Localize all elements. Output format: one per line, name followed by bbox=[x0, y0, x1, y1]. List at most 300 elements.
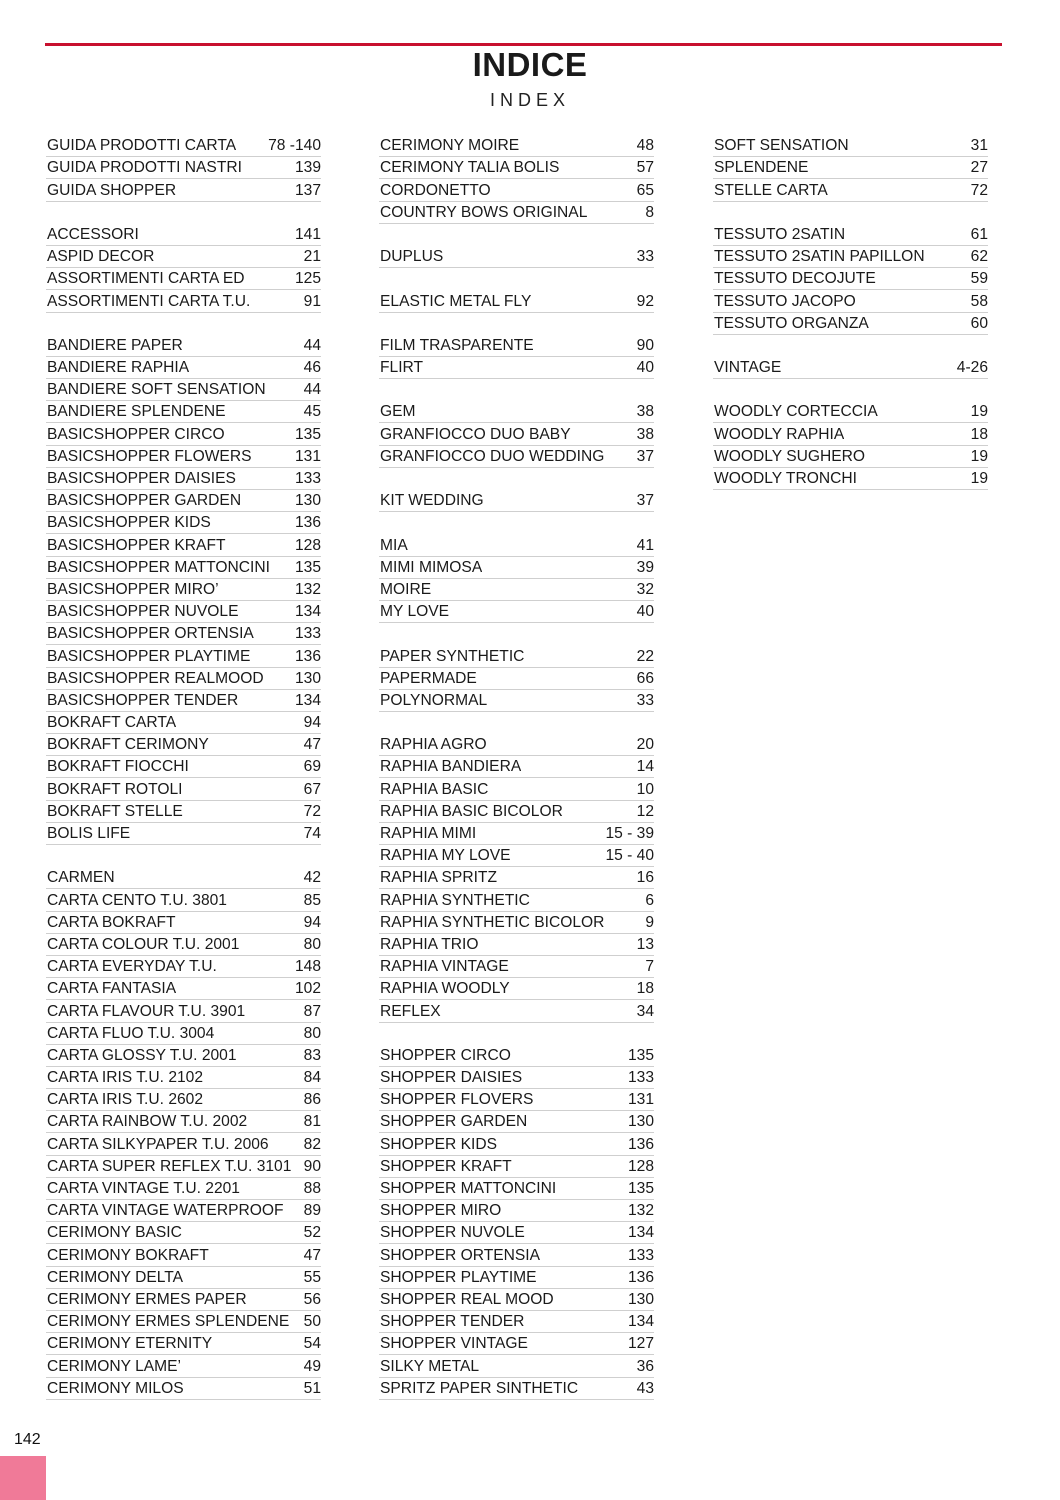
entry-page: 69 bbox=[303, 758, 321, 776]
entry-name: CARTA IRIS T.U. 2102 bbox=[47, 1069, 204, 1087]
entry-name: BOKRAFT CARTA bbox=[47, 714, 177, 732]
entry-name: SHOPPER ORTENSIA bbox=[380, 1246, 541, 1264]
index-entry bbox=[379, 1090, 654, 1111]
entry-page: 67 bbox=[303, 780, 321, 798]
entry-page: 9 bbox=[645, 913, 654, 931]
entry-page: 46 bbox=[303, 359, 321, 377]
entry-page: 18 bbox=[970, 425, 988, 443]
entry-page: 136 bbox=[294, 647, 321, 665]
index-entry bbox=[379, 580, 654, 601]
entry-name: CARTA FLUO T.U. 3004 bbox=[47, 1024, 215, 1042]
entry-page: 15 - 40 bbox=[605, 847, 654, 865]
index-entry bbox=[46, 447, 321, 468]
entry-page: 37 bbox=[636, 447, 654, 465]
index-entry bbox=[46, 247, 321, 268]
entry-page: 10 bbox=[636, 780, 654, 798]
index-column-1 bbox=[46, 136, 321, 1401]
index-entry bbox=[46, 513, 321, 534]
entry-name: RAPHIA BASIC BICOLOR bbox=[380, 802, 563, 820]
entry-page: 60 bbox=[970, 314, 988, 332]
index-entry bbox=[379, 1112, 654, 1133]
entry-name: CARTA FANTASIA bbox=[47, 980, 177, 998]
index-entry bbox=[46, 158, 321, 179]
entry-page: 27 bbox=[970, 159, 988, 177]
entry-name: PAPERMADE bbox=[380, 669, 477, 687]
entry-page: 32 bbox=[636, 580, 654, 598]
entry-page: 59 bbox=[970, 270, 988, 288]
index-entry bbox=[379, 558, 654, 579]
entry-page: 135 bbox=[294, 425, 321, 443]
entry-page: 49 bbox=[303, 1357, 321, 1375]
entry-name: CARMEN bbox=[47, 869, 115, 887]
entry-page: 45 bbox=[303, 403, 321, 421]
index-spacer bbox=[46, 314, 321, 335]
index-spacer bbox=[379, 225, 654, 246]
entry-name: GUIDA PRODOTTI CARTA bbox=[47, 137, 237, 155]
index-spacer bbox=[713, 203, 988, 224]
index-entry bbox=[379, 691, 654, 712]
entry-page: 44 bbox=[303, 381, 321, 399]
entry-page: 148 bbox=[294, 958, 321, 976]
entry-name: SHOPPER REAL MOOD bbox=[380, 1290, 554, 1308]
entry-page: 90 bbox=[636, 336, 654, 354]
entry-page: 57 bbox=[636, 159, 654, 177]
entry-page: 58 bbox=[970, 292, 988, 310]
page-number: 142 bbox=[14, 1431, 41, 1448]
index-entry bbox=[46, 1268, 321, 1289]
index-entry bbox=[379, 180, 654, 201]
entry-page: 55 bbox=[303, 1268, 321, 1286]
entry-name: FLIRT bbox=[380, 359, 424, 377]
entry-name: GUIDA PRODOTTI NASTRI bbox=[47, 159, 242, 177]
entry-name: SHOPPER NUVOLE bbox=[380, 1224, 525, 1242]
entry-name: MIA bbox=[380, 536, 408, 554]
index-column-3 bbox=[713, 136, 988, 491]
index-spacer bbox=[379, 624, 654, 645]
entry-name: BASICSHOPPER FLOWERS bbox=[47, 447, 252, 465]
index-entry bbox=[46, 269, 321, 290]
index-entry bbox=[46, 1112, 321, 1133]
index-entry bbox=[379, 1268, 654, 1289]
entry-page: 134 bbox=[627, 1224, 654, 1242]
entry-page: 52 bbox=[303, 1224, 321, 1242]
index-entry bbox=[379, 646, 654, 667]
index-entry bbox=[46, 1090, 321, 1111]
entry-page: 131 bbox=[627, 1091, 654, 1109]
index-entry bbox=[46, 913, 321, 934]
entry-name: CERIMONY BOKRAFT bbox=[47, 1246, 209, 1264]
entry-name: SHOPPER CIRCO bbox=[380, 1046, 511, 1064]
entry-page: 130 bbox=[294, 492, 321, 510]
entry-name: CARTA CENTO T.U. 3801 bbox=[47, 891, 227, 909]
index-entry bbox=[713, 269, 988, 290]
entry-page: 15 - 39 bbox=[605, 825, 654, 842]
index-entry bbox=[379, 1134, 654, 1155]
entry-page: 83 bbox=[303, 1046, 321, 1064]
index-entry bbox=[713, 402, 988, 423]
entry-name: FILM TRASPARENTE bbox=[380, 336, 534, 354]
entry-page: 47 bbox=[303, 1246, 321, 1264]
index-entry bbox=[713, 247, 988, 268]
index-entry bbox=[379, 957, 654, 978]
entry-page: 91 bbox=[303, 292, 321, 310]
entry-name: SPLENDENE bbox=[714, 159, 809, 177]
entry-page: 65 bbox=[636, 181, 654, 199]
entry-name: BASICSHOPPER NUVOLE bbox=[47, 603, 239, 621]
entry-page: 81 bbox=[303, 1113, 321, 1131]
page-subtitle: INDEX bbox=[489, 90, 570, 110]
entry-name: GRANFIOCCO DUO WEDDING bbox=[380, 447, 605, 465]
index-entry bbox=[713, 424, 988, 445]
entry-name: ASSORTIMENTI CARTA T.U. bbox=[47, 292, 251, 310]
entry-page: 133 bbox=[627, 1246, 654, 1264]
entry-name: CARTA SUPER REFLEX T.U. 3101 bbox=[47, 1157, 292, 1175]
entry-name: RAPHIA SYNTHETIC bbox=[380, 891, 530, 909]
index-entry bbox=[379, 203, 654, 224]
index-entry bbox=[379, 1334, 654, 1355]
entry-page: 51 bbox=[303, 1379, 321, 1397]
index-entry bbox=[46, 713, 321, 734]
index-entry bbox=[379, 979, 654, 1000]
index-entry bbox=[46, 669, 321, 690]
entry-name: WOODLY SUGHERO bbox=[714, 447, 866, 465]
entry-page: 135 bbox=[627, 1180, 654, 1197]
entry-name: RAPHIA AGRO bbox=[380, 736, 487, 754]
entry-page: 133 bbox=[627, 1069, 654, 1087]
entry-page: 41 bbox=[636, 536, 654, 554]
index-entry bbox=[46, 291, 321, 312]
entry-name: GUIDA SHOPPER bbox=[47, 181, 177, 199]
index-entry bbox=[46, 1024, 321, 1045]
index-entry bbox=[379, 735, 654, 756]
entry-name: SHOPPER PLAYTIME bbox=[380, 1268, 537, 1286]
entry-name: BASICSHOPPER MIRO’ bbox=[47, 580, 219, 598]
index-entry bbox=[46, 1179, 321, 1200]
entry-name: DUPLUS bbox=[380, 248, 444, 266]
entry-page: 38 bbox=[636, 425, 654, 443]
entry-page: 80 bbox=[303, 935, 321, 953]
index-entry bbox=[379, 824, 654, 845]
entry-name: GEM bbox=[380, 403, 416, 421]
entry-name: BASICSHOPPER ORTENSIA bbox=[47, 625, 254, 643]
entry-name: BASICSHOPPER MATTONCINI bbox=[47, 558, 270, 576]
entry-page: 82 bbox=[303, 1135, 321, 1153]
entry-name: CARTA VINTAGE T.U. 2201 bbox=[47, 1180, 240, 1197]
entry-name: CORDONETTO bbox=[380, 181, 491, 199]
entry-page: 86 bbox=[303, 1091, 321, 1109]
entry-page: 130 bbox=[294, 669, 321, 687]
entry-name: SOFT SENSATION bbox=[714, 137, 849, 155]
entry-page: 62 bbox=[970, 248, 988, 266]
entry-name: SHOPPER MIRO bbox=[380, 1202, 502, 1220]
entry-name: BASICSHOPPER GARDEN bbox=[47, 492, 242, 510]
entry-page: 74 bbox=[303, 825, 321, 842]
entry-page: 19 bbox=[970, 470, 988, 487]
entry-name: GRANFIOCCO DUO BABY bbox=[380, 425, 571, 443]
entry-page: 89 bbox=[303, 1202, 321, 1220]
index-entry bbox=[379, 1356, 654, 1377]
entry-name: BANDIERE SPLENDENE bbox=[47, 403, 226, 421]
entry-page: 134 bbox=[294, 603, 321, 621]
index-entry bbox=[46, 1312, 321, 1333]
entry-page: 102 bbox=[294, 980, 321, 998]
entry-page: 90 bbox=[303, 1157, 321, 1175]
entry-page: 136 bbox=[294, 514, 321, 532]
entry-page: 43 bbox=[636, 1379, 654, 1397]
entry-page: 132 bbox=[627, 1202, 654, 1220]
entry-page: 37 bbox=[636, 492, 654, 510]
index-entry bbox=[379, 1245, 654, 1266]
entry-name: CERIMONY LAME’ bbox=[47, 1357, 182, 1375]
entry-page: 87 bbox=[303, 1002, 321, 1020]
index-entry bbox=[379, 447, 654, 468]
entry-name: BANDIERE RAPHIA bbox=[47, 359, 190, 377]
entry-page: 34 bbox=[636, 1002, 654, 1020]
entry-page: 94 bbox=[303, 913, 321, 931]
index-entry bbox=[379, 846, 654, 867]
index-entry bbox=[46, 1245, 321, 1266]
index-spacer bbox=[379, 469, 654, 490]
entry-name: BASICSHOPPER PLAYTIME bbox=[47, 647, 251, 665]
index-entry bbox=[379, 336, 654, 357]
entry-name: BOKRAFT ROTOLI bbox=[47, 780, 183, 798]
entry-page: 36 bbox=[636, 1357, 654, 1375]
entry-name: RAPHIA TRIO bbox=[380, 935, 479, 953]
index-entry bbox=[379, 158, 654, 179]
entry-name: MY LOVE bbox=[380, 603, 450, 621]
entry-name: WOODLY RAPHIA bbox=[714, 425, 845, 443]
index-entry bbox=[379, 136, 654, 157]
entry-page: 94 bbox=[303, 714, 321, 732]
entry-name: SHOPPER FLOVERS bbox=[380, 1091, 534, 1109]
index-entry bbox=[46, 868, 321, 889]
entry-page: 130 bbox=[627, 1113, 654, 1131]
index-spacer bbox=[379, 1024, 654, 1045]
index-entry bbox=[46, 1290, 321, 1311]
entry-name: BASICSHOPPER TENDER bbox=[47, 691, 239, 709]
entry-name: COUNTRY BOWS ORIGINAL bbox=[380, 203, 588, 221]
index-entry bbox=[379, 1179, 654, 1200]
index-entry bbox=[713, 469, 988, 490]
index-entry bbox=[46, 624, 321, 645]
entry-page: 4-26 bbox=[956, 359, 988, 377]
index-entry bbox=[46, 225, 321, 246]
entry-page: 78 -140 bbox=[268, 137, 321, 155]
entry-page: 19 bbox=[970, 447, 988, 465]
entry-page: 137 bbox=[294, 181, 321, 199]
entry-name: CARTA IRIS T.U. 2602 bbox=[47, 1091, 204, 1109]
index-entry bbox=[379, 669, 654, 690]
index-entry bbox=[379, 402, 654, 423]
entry-name: CERIMONY ETERNITY bbox=[47, 1335, 213, 1353]
entry-name: PAPER SYNTHETIC bbox=[380, 647, 525, 665]
corner-tab bbox=[0, 1456, 46, 1500]
index-entry bbox=[46, 779, 321, 800]
index-entry bbox=[46, 757, 321, 778]
index-entry bbox=[379, 602, 654, 623]
entry-page: 22 bbox=[636, 647, 654, 665]
index-entry bbox=[713, 447, 988, 468]
entry-page: 128 bbox=[627, 1157, 654, 1175]
entry-name: CARTA GLOSSY T.U. 2001 bbox=[47, 1046, 237, 1064]
entry-name: CERIMONY DELTA bbox=[47, 1268, 184, 1286]
entry-name: ACCESSORI bbox=[47, 225, 139, 243]
index-entry bbox=[46, 890, 321, 911]
entry-name: CERIMONY ERMES PAPER bbox=[47, 1290, 247, 1308]
entry-name: REFLEX bbox=[380, 1002, 441, 1020]
index-entry bbox=[379, 1201, 654, 1222]
entry-name: RAPHIA BANDIERA bbox=[380, 758, 522, 776]
entry-page: 125 bbox=[294, 270, 321, 288]
entry-name: CARTA RAINBOW T.U. 2002 bbox=[47, 1113, 248, 1131]
entry-name: CERIMONY MILOS bbox=[47, 1379, 184, 1397]
entry-name: SHOPPER GARDEN bbox=[380, 1113, 528, 1131]
entry-page: 72 bbox=[303, 802, 321, 820]
entry-page: 50 bbox=[303, 1313, 321, 1331]
index-entry bbox=[379, 935, 654, 956]
entry-page: 133 bbox=[294, 470, 321, 487]
entry-page: 33 bbox=[636, 248, 654, 266]
index-entry bbox=[379, 1379, 654, 1400]
entry-name: CERIMONY BASIC bbox=[47, 1224, 182, 1242]
index-entry bbox=[46, 336, 321, 357]
entry-name: CERIMONY TALIA BOLIS bbox=[380, 159, 560, 177]
index-entry bbox=[379, 1312, 654, 1333]
entry-page: 127 bbox=[627, 1335, 654, 1353]
entry-name: TESSUTO ORGANZA bbox=[714, 314, 869, 332]
entry-page: 38 bbox=[636, 403, 654, 421]
entry-page: 133 bbox=[294, 625, 321, 643]
index-column-2 bbox=[379, 136, 654, 1401]
entry-page: 135 bbox=[294, 558, 321, 576]
entry-name: KIT WEDDING bbox=[380, 492, 484, 510]
entry-name: BOKRAFT FIOCCHI bbox=[47, 758, 189, 776]
index-entry bbox=[713, 180, 988, 201]
entry-page: 80 bbox=[303, 1024, 321, 1042]
entry-page: 44 bbox=[303, 336, 321, 354]
index-entry bbox=[379, 802, 654, 823]
index-entry bbox=[379, 358, 654, 379]
entry-page: 92 bbox=[636, 292, 654, 310]
entry-name: SHOPPER KRAFT bbox=[380, 1157, 512, 1175]
entry-name: RAPHIA WOODLY bbox=[380, 980, 510, 998]
index-entry bbox=[379, 913, 654, 934]
index-entry bbox=[379, 491, 654, 512]
index-entry bbox=[379, 291, 654, 312]
index-entry bbox=[713, 136, 988, 157]
index-entry bbox=[46, 580, 321, 601]
entry-name: POLYNORMAL bbox=[380, 691, 488, 709]
entry-page: 21 bbox=[303, 248, 321, 266]
index-entry bbox=[46, 1379, 321, 1400]
entry-page: 13 bbox=[636, 935, 654, 953]
index-entry bbox=[713, 314, 988, 335]
index-entry bbox=[46, 1068, 321, 1089]
index-entry bbox=[46, 646, 321, 667]
index-entry bbox=[713, 158, 988, 179]
entry-name: BOKRAFT STELLE bbox=[47, 802, 183, 820]
index-entry bbox=[46, 1001, 321, 1022]
entry-name: VINTAGE bbox=[714, 359, 782, 377]
entry-name: ELASTIC METAL FLY bbox=[380, 292, 532, 310]
entry-page: 135 bbox=[627, 1046, 654, 1064]
index-entry bbox=[46, 1157, 321, 1178]
entry-page: 8 bbox=[645, 203, 654, 221]
index-entry bbox=[46, 735, 321, 756]
entry-name: BASICSHOPPER CIRCO bbox=[47, 425, 225, 443]
entry-page: 136 bbox=[627, 1268, 654, 1286]
index-entry bbox=[46, 469, 321, 490]
index-spacer bbox=[379, 513, 654, 534]
entry-page: 132 bbox=[294, 580, 321, 598]
entry-page: 33 bbox=[636, 691, 654, 709]
index-entry bbox=[379, 424, 654, 445]
index-entry bbox=[46, 535, 321, 556]
entry-name: WOODLY CORTECCIA bbox=[714, 403, 878, 421]
entry-page: 31 bbox=[970, 137, 988, 155]
index-entry bbox=[46, 180, 321, 201]
index-entry bbox=[379, 757, 654, 778]
index-entry bbox=[379, 890, 654, 911]
entry-page: 39 bbox=[636, 558, 654, 576]
index-entry bbox=[46, 1046, 321, 1067]
entry-page: 16 bbox=[636, 869, 654, 887]
entry-name: CARTA FLAVOUR T.U. 3901 bbox=[47, 1002, 246, 1020]
index-entry bbox=[46, 957, 321, 978]
index-entry bbox=[379, 1223, 654, 1244]
index-entry bbox=[713, 358, 988, 379]
entry-name: STELLE CARTA bbox=[714, 181, 828, 199]
entry-name: TESSUTO DECOJUTE bbox=[714, 270, 876, 288]
entry-page: 12 bbox=[636, 802, 654, 820]
entry-name: CARTA BOKRAFT bbox=[47, 913, 176, 931]
index-entry bbox=[379, 1046, 654, 1067]
entry-name: ASPID DECOR bbox=[47, 248, 155, 266]
index-entry bbox=[46, 691, 321, 712]
entry-name: CERIMONY ERMES SPLENDENE bbox=[47, 1313, 290, 1331]
index-entry bbox=[46, 602, 321, 623]
entry-page: 134 bbox=[294, 691, 321, 709]
index-entry bbox=[46, 1134, 321, 1155]
entry-page: 19 bbox=[970, 403, 988, 421]
entry-page: 14 bbox=[636, 758, 654, 776]
entry-name: ASSORTIMENTI CARTA ED bbox=[47, 270, 245, 288]
entry-page: 18 bbox=[636, 980, 654, 998]
entry-name: WOODLY TRONCHI bbox=[714, 470, 857, 487]
entry-page: 141 bbox=[294, 225, 321, 243]
entry-page: 40 bbox=[636, 603, 654, 621]
index-entry bbox=[46, 491, 321, 512]
entry-name: BASICSHOPPER KRAFT bbox=[47, 536, 226, 554]
entry-name: BASICSHOPPER KIDS bbox=[47, 514, 211, 532]
index-entry bbox=[379, 1157, 654, 1178]
index-entry bbox=[46, 935, 321, 956]
entry-name: TESSUTO 2SATIN bbox=[714, 225, 846, 243]
index-entry bbox=[46, 358, 321, 379]
index-spacer bbox=[379, 380, 654, 401]
entry-name: BOKRAFT CERIMONY bbox=[47, 736, 209, 754]
entry-page: 66 bbox=[636, 669, 654, 687]
index-entry bbox=[713, 225, 988, 246]
entry-page: 134 bbox=[627, 1313, 654, 1331]
entry-name: BANDIERE SOFT SENSATION bbox=[47, 381, 266, 399]
entry-name: MIMI MIMOSA bbox=[380, 558, 483, 576]
index-entry bbox=[46, 1223, 321, 1244]
index-spacer bbox=[46, 846, 321, 867]
index-entry bbox=[46, 402, 321, 423]
entry-page: 85 bbox=[303, 891, 321, 909]
entry-page: 54 bbox=[303, 1335, 321, 1353]
